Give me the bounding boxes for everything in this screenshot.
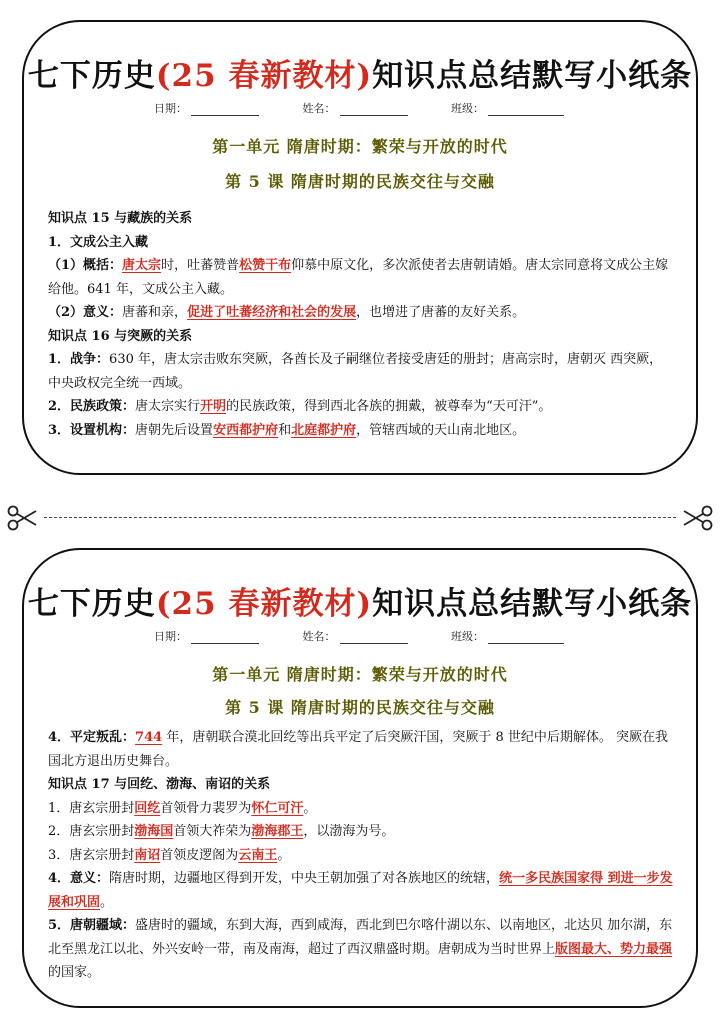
answer: 744 — [135, 730, 163, 745]
fill-in-fields — [154, 100, 604, 116]
answer: 南诏 — [134, 847, 161, 863]
note-card-2 — [22, 548, 698, 1008]
unit-heading: 第一单元 隋唐时期：繁荣与开放的时代 — [212, 665, 508, 684]
section-heading: 知识点 15 与藏族的关系 — [48, 211, 193, 226]
note-card-1 — [22, 20, 698, 475]
paragraph: 4．平定叛乱：744 年，唐朝联合漠北回纥等出兵平定了后突厥汗国，突厥于 8 世纪中后期解体。 突厥在我国北方退出历史舞台。 — [48, 730, 668, 769]
unit-heading: 第一单元 隋唐时期：繁荣与开放的时代 — [212, 137, 508, 156]
paragraph: 2．民族政策：唐太宗实行开明的民族政策，得到西北各族的拥戴，被尊奉为“天可汗”。 — [48, 399, 552, 414]
answer: 促进了吐蕃经济和社会的发展 — [187, 305, 357, 320]
class-field[interactable]: 班级： — [451, 100, 564, 116]
scissors-icon — [682, 503, 714, 533]
fill-in-fields — [154, 628, 604, 644]
page-title: 七下历史(25 春新教材)知识点总结默写小纸条 — [27, 586, 693, 622]
date-field[interactable]: 日期： — [154, 628, 259, 644]
answer: 唐太宗 — [122, 258, 162, 273]
answer: 回纥 — [134, 800, 161, 816]
lesson-heading: 第 5 课 隋唐时期的民族交往与交融 — [225, 698, 495, 717]
paragraph: 3．唐玄宗册封南诏首领皮逻阁为云南王。 — [48, 847, 291, 863]
paragraph: 5．唐朝疆域：盛唐时的疆域，东到大海，西到咸海，西北到巴尔喀什湖以东、以南地区，北达贝 加尔湖，东北至黑龙江以北、外兴安岭一带，南及南海，超过了西汉鼎盛时期。唐朝成为当时世界上版图最大、势力最强的国家。 — [48, 918, 673, 980]
date-field[interactable]: 日期： — [154, 100, 259, 116]
answer: 北庭都护府 — [291, 422, 357, 438]
answer: 松赞干布 — [239, 258, 292, 273]
answer: 安西都护府 — [213, 422, 279, 438]
title-edition: (25 春新教材) — [155, 586, 373, 622]
name-field[interactable]: 姓名： — [303, 628, 408, 644]
card-1-content — [48, 207, 674, 442]
page-title: 七下历史(25 春新教材)知识点总结默写小纸条 — [27, 58, 693, 94]
subsection-heading: 1．文成公主入藏 — [48, 234, 149, 250]
card-2-content — [48, 726, 674, 985]
answer: 版图最大、势力最强 — [555, 941, 673, 957]
paragraph: 3．设置机构：唐朝先后设置安西都护府和北庭都护府，管辖西域的天山南北地区。 — [48, 422, 526, 438]
answer: 怀仁可汗 — [251, 800, 304, 816]
cut-line — [0, 503, 720, 533]
answer: 统一多民族国家得 到进一步发展和巩固 — [48, 871, 673, 910]
scissors-icon — [6, 503, 38, 533]
paragraph: 4．意义：隋唐时期，边疆地区得到开发，中央王朝加强了对各族地区的统辖，统一多民族国家得 到进一步发展和巩固。 — [48, 871, 673, 910]
paragraph: 1．战争：630 年，唐太宗击败东突厥，各酋长及子嗣继位者接受唐廷的册封；唐高宗时，唐朝灭 西突厥，中央政权完全统一西域。 — [48, 352, 663, 391]
answer: 渤海郡王 — [251, 824, 304, 839]
answer: 渤海国 — [134, 824, 174, 839]
class-field[interactable]: 班级： — [451, 628, 564, 644]
paragraph: 2．唐玄宗册封渤海国首领大祚荣为渤海郡王，以渤海为号。 — [48, 824, 395, 839]
name-field[interactable]: 姓名： — [303, 100, 408, 116]
lesson-heading: 第 5 课 隋唐时期的民族交往与交融 — [225, 172, 495, 191]
answer: 云南王 — [238, 847, 278, 863]
paragraph: 1．唐玄宗册封回纥首领骨力裴罗为怀仁可汗。 — [48, 800, 317, 816]
answer: 开明 — [200, 399, 227, 414]
paragraph: （2）意义：唐蕃和亲，促进了吐蕃经济和社会的发展，也增进了唐蕃的友好关系。 — [48, 305, 526, 320]
section-heading: 知识点 17 与回纥、渤海、南诏的关系 — [48, 777, 271, 792]
paragraph: （1）概括：唐太宗时，吐蕃赞普松赞干布仰慕中原文化，多次派使者去唐朝请婚。唐太宗同意将文成公主嫁给他。641 年，文成公主入藏。 — [48, 258, 669, 297]
title-edition: (25 春新教材) — [155, 58, 373, 94]
section-heading: 知识点 16 与突厥的关系 — [48, 328, 193, 344]
